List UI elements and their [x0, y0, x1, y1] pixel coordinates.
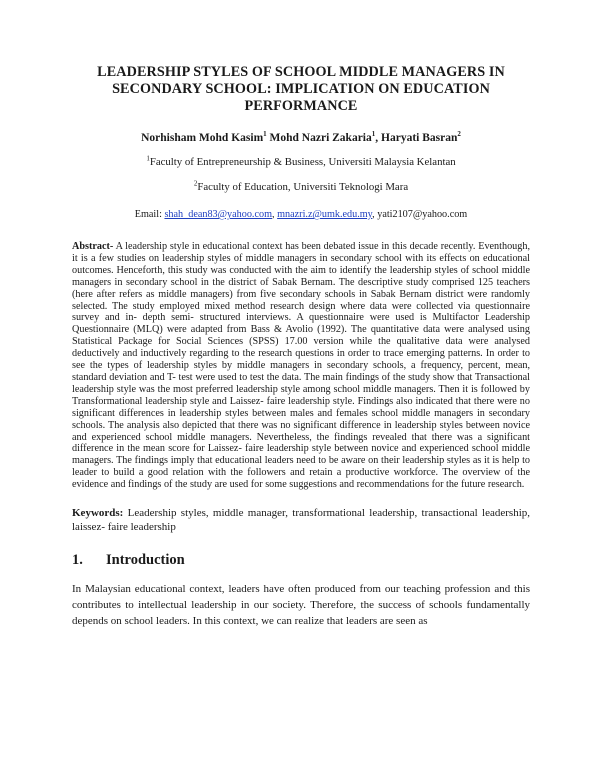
email-link-2[interactable]: mnazri.z@umk.edu.my: [277, 209, 373, 220]
affiliation-mark: 1: [146, 154, 150, 163]
introduction-paragraph: In Malaysian educational context, leaders have often produced from our teaching profession and this contributes to intellectual leadership in our society. Therefore, the success of schools fundamentally depends on school leaders. In this context, we can realize that leaders are seen as: [72, 582, 530, 627]
author-name: Haryati Basran: [381, 132, 458, 144]
section-heading-introduction: [72, 551, 530, 569]
author-affiliation-mark: 1: [263, 130, 267, 139]
email-line: [72, 208, 530, 221]
author-list: [72, 131, 530, 145]
author-separator: ,: [375, 132, 382, 144]
affiliation-text: Faculty of Entrepreneurship & Business, Universiti Malaysia Kelantan: [149, 156, 456, 168]
email-label: Email:: [134, 209, 165, 220]
author-name: Norhisham Mohd Kasim: [141, 132, 264, 144]
author-affiliation-mark: 1: [371, 130, 376, 139]
keywords-label: Keywords:: [72, 507, 124, 520]
abstract-label: Abstract-: [72, 241, 114, 252]
paper-page: [72, 64, 530, 640]
section-number: 1.: [72, 551, 83, 568]
keywords: [72, 507, 530, 535]
abstract: [72, 241, 530, 491]
email-separator: ,: [372, 209, 378, 220]
author-affiliation-mark: 2: [457, 130, 461, 139]
affiliation-2: [72, 181, 530, 194]
paper-title: LEADERSHIP STYLES OF SCHOOL MIDDLE MANAGERS IN SECONDARY SCHOOL: IMPLICATION ON EDUCATION PERFORMANCE: [97, 64, 505, 114]
author-name: Mohd Nazri Zakaria: [266, 132, 372, 144]
abstract-text: A leadership style in educational context has been debated issue in this decade recently. Eventhough, it is a few studies on leadership styles of middle managers in secondary school with its effects on educational outcomes. Henceforth, this study was conducted with the aim to identify the leadership styles of school middle managers in secondary school in the district of Sabak Bernam. The descriptive study comprised 125 teachers (here after refers as middle managers) from five secondary schools in Sabak Bernam district were randomly selected. The study employed mixed method research design where data were collected via questionnaire survey and in- depth semi- structured interviews. A questionnaire were used is Multifactor Leadership Questionnaire (MLQ) were adapted from Bass & Avolio (1992). The quantitative data were analysed using Statistical Package for Social Sciences (SPSS) 17.00 version while the qualitative data were analysed deductively and inductively regarding to the research questions in order to trace emerging patterns. In order to see the types of leadership styles by middle managers in secondary schools, a frequency, percent, mean, standard deviation and T- test were used to test the data. The main findings of the study show that Transactional leadership style was the most preferred leadership style among school middle managers. Then it is followed by Transformational leadership style and Laissez- faire leadership style. Findings also indicated that there were no significant differences in leadership styles between males and females school middle managers in secondary schools. The analysis also depicted that there was no significant difference in leadership styles between novice and experienced school middle managers. Nevertheless, the findings revealed that there was a significant difference in the mean score for Laissez- faire leadership style between novice and experienced school middle managers. The findings imply that educational leaders need to be aware on their leadership styles as it is help to leader to build a good relation with the followers and retain a productive workforce. The overview of the evidence and findings of the study are used for some suggestions and recommendations for the future research.: [72, 241, 530, 491]
affiliation-1: [72, 156, 530, 169]
affiliation-mark: 2: [193, 179, 198, 188]
email-link-1[interactable]: shah_dean83@yahoo.com: [164, 209, 273, 220]
email-text-3: yati2107@yahoo.com: [377, 209, 468, 220]
section-title: Introduction: [106, 551, 185, 568]
keywords-text: Leadership styles, middle manager, transformational leadership, transactional leadership, laissez- faire leadership: [72, 507, 530, 533]
email-separator: ,: [272, 209, 278, 220]
affiliation-text: Faculty of Education, Universiti Teknologi Mara: [197, 181, 409, 193]
